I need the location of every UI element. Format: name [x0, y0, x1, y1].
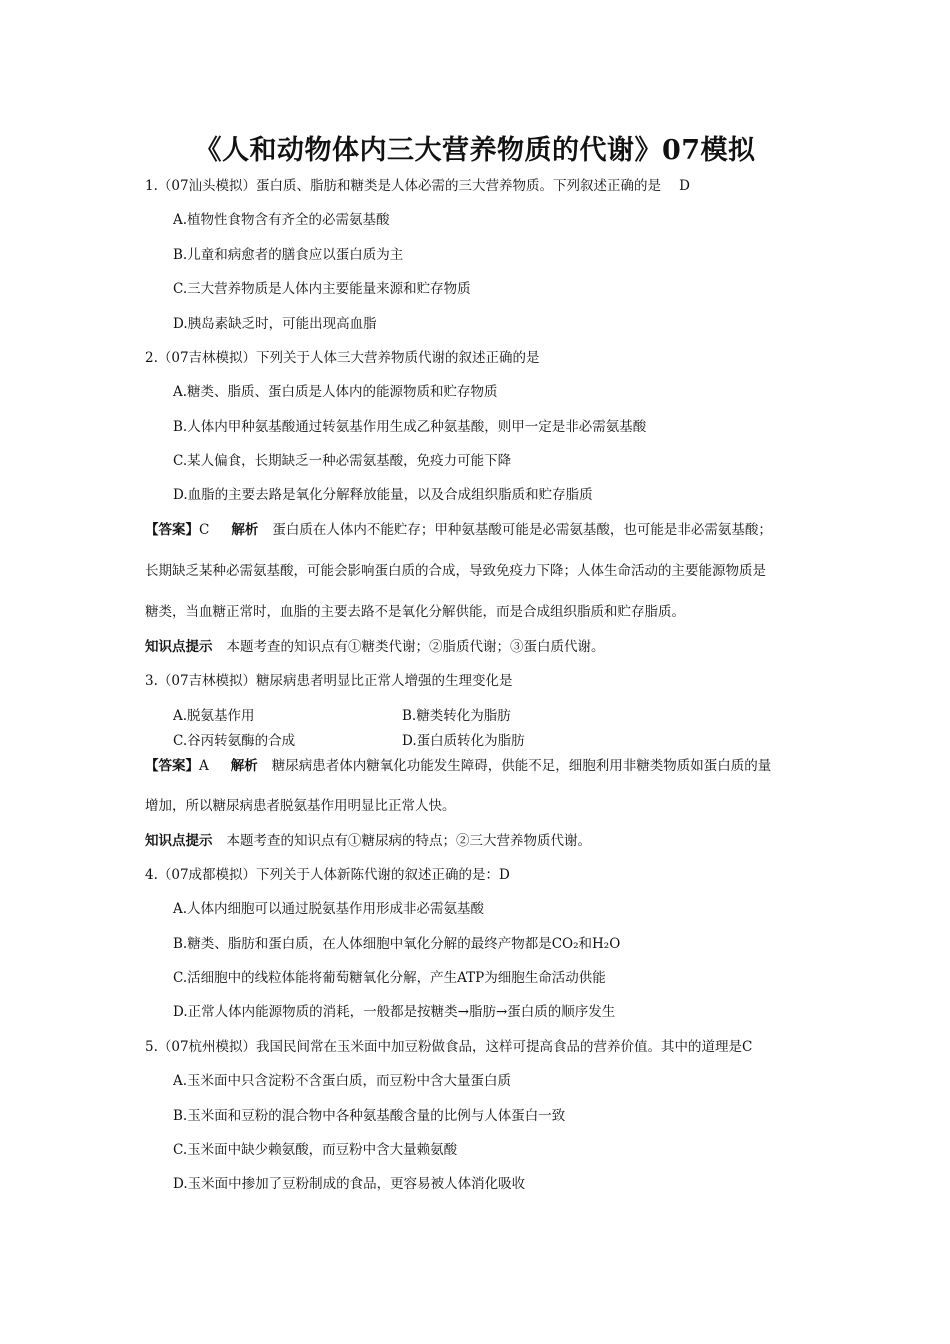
question-1-option-d: D.胰岛素缺乏时，可能出现高血脂 — [173, 316, 377, 332]
answer-label: 【答案】 — [145, 522, 199, 538]
question-5-stem: 5.（07杭州模拟）我国民间常在玉米面中加豆粉做食品，这样可提高食品的营养价值。其中的道理是C — [145, 1039, 753, 1055]
tip-text: 本题考查的知识点有①糖尿病的特点；②三大营养物质代谢。 — [226, 833, 591, 849]
analysis-label: 解析 — [230, 758, 258, 774]
question-3-option-b: B.糖类转化为脂肪 — [402, 708, 511, 724]
question-4-option-c: C.活细胞中的线粒体能将葡萄糖氧化分解，产生ATP为细胞生命活动供能 — [173, 970, 606, 986]
question-3-analysis-line-2: 增加，所以糖尿病患者脱氨基作用明显比正常人快。 — [145, 798, 456, 814]
question-1-option-a: A.植物性食物含有齐全的必需氨基酸 — [173, 212, 390, 228]
question-1-stem — [145, 177, 825, 195]
tip-label: 知识点提示 — [145, 833, 213, 849]
question-4-option-a: A.人体内细胞可以通过脱氨基作用形成非必需氨基酸 — [173, 901, 485, 917]
question-1-option-b: B.儿童和病愈者的膳食应以蛋白质为主 — [173, 247, 404, 263]
question-2-option-d: D.血脂的主要去路是氧化分解释放能量，以及合成组织脂质和贮存脂质 — [173, 487, 593, 503]
question-2-analysis-line-2: 长期缺乏某种必需氨基酸，可能会影响蛋白质的合成，导致免疫力下降；人体生命活动的主要能源物质是 — [145, 563, 766, 579]
question-1-answer-inline: D — [679, 178, 690, 194]
answer-label: 【答案】 — [145, 758, 199, 774]
tip-text: 本题考查的知识点有①糖类代谢；②脂质代谢；③蛋白质代谢。 — [226, 639, 605, 655]
question-2-option-c: C.某人偏食，长期缺乏一种必需氨基酸，免疫力可能下降 — [173, 453, 512, 469]
question-1-option-c: C.三大营养物质是人体内主要能量来源和贮存物质 — [173, 281, 471, 297]
analysis-label: 解析 — [231, 522, 259, 538]
question-3-option-a: A.脱氨基作用 — [173, 708, 255, 724]
question-2-analysis-line-3: 糖类，当血糖正常时，血脂的主要去路不是氧化分解供能，而是合成组织脂质和贮存脂质。 — [145, 604, 685, 620]
question-1-stem-text: 1.（07汕头模拟）蛋白质、脂肪和糖类是人体必需的三大营养物质。下列叙述正确的是 — [145, 178, 662, 194]
analysis-line-1: 糖尿病患者体内糖氧化功能发生障碍，供能不足，细胞利用非糖类物质如蛋白质的量 — [271, 758, 772, 774]
question-4-option-b: B.糖类、脂肪和蛋白质，在人体细胞中氧化分解的最终产物都是CO₂和H₂O — [173, 936, 621, 952]
question-3-tip — [145, 832, 825, 850]
question-2-option-b: B.人体内甲种氨基酸通过转氨基作用生成乙种氨基酸，则甲一定是非必需氨基酸 — [173, 419, 647, 435]
question-4-stem: 4.（07成都模拟）下列关于人体新陈代谢的叙述正确的是：D — [145, 867, 510, 883]
question-5-option-c: C.玉米面中缺少赖氨酸，而豆粉中含大量赖氨酸 — [173, 1142, 458, 1158]
question-5-option-d: D.玉米面中掺加了豆粉制成的食品，更容易被人体消化吸收 — [173, 1176, 526, 1192]
question-2-answer-block — [145, 521, 825, 539]
question-2-option-a: A.糖类、脂质、蛋白质是人体内的能源物质和贮存物质 — [173, 384, 498, 400]
answer-value: A — [199, 758, 209, 774]
question-4-option-d: D.正常人体内能源物质的消耗，一般都是按糖类→脂肪→蛋白质的顺序发生 — [173, 1004, 616, 1020]
question-3-option-d: D.蛋白质转化为脂肪 — [402, 733, 525, 749]
page-title: 《人和动物体内三大营养物质的代谢》07模拟 — [194, 135, 756, 166]
question-3-stem: 3.（07吉林模拟）糖尿病患者明显比正常人增强的生理变化是 — [145, 673, 513, 689]
question-5-option-b: B.玉米面和豆粉的混合物中各种氨基酸含量的比例与人体蛋白一致 — [173, 1108, 566, 1124]
answer-value: C — [199, 522, 210, 538]
question-2-stem: 2.（07吉林模拟）下列关于人体三大营养物质代谢的叙述正确的是 — [145, 350, 540, 366]
question-3-answer-block — [145, 757, 825, 775]
question-2-tip — [145, 638, 825, 656]
question-3-option-c: C.谷丙转氨酶的合成 — [173, 733, 296, 749]
analysis-line-1: 蛋白质在人体内不能贮存；甲种氨基酸可能是必需氨基酸，也可能是非必需氨基酸； — [272, 522, 772, 538]
question-5-option-a: A.玉米面中只含淀粉不含蛋白质，而豆粉中含大量蛋白质 — [173, 1073, 512, 1089]
tip-label: 知识点提示 — [145, 639, 213, 655]
